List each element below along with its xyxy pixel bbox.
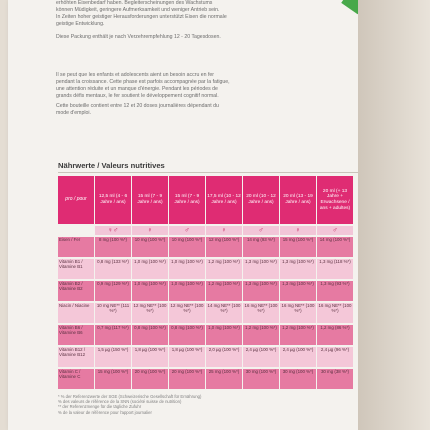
nutrient-value-cell: 0,8 mg (100 %*) bbox=[169, 325, 205, 345]
text-line: können Müdigkeit, geringere Aufmerksamkeit und weniger Antrieb sein. bbox=[56, 6, 220, 13]
nutrient-value-cell: 1,2 mg (86 %*) bbox=[317, 325, 353, 345]
nutrient-value-cell: 14 mg (100 %*) bbox=[317, 237, 353, 257]
nutrient-value-cell: 8 mg (100 %*) bbox=[95, 237, 131, 257]
nutrient-value-cell: 1,0 mg (100 %*) bbox=[132, 281, 168, 301]
divider bbox=[58, 172, 358, 173]
nutrient-value-cell: 1,0 mg (100 %*) bbox=[169, 281, 205, 301]
nutrient-value-cell: 15 mg (100 %*) bbox=[280, 237, 316, 257]
nutrient-value-cell: 16 mg NE** (100 %*) bbox=[243, 303, 279, 323]
nutrient-label-cell: Vitamin C / Vitamine C bbox=[58, 369, 94, 389]
nutrient-value-cell: 1,0 mg (100 %*) bbox=[169, 259, 205, 279]
text-line: erhöhten Eisenbedarf haben. Begleiterscheinungen des Wachstums bbox=[56, 0, 213, 6]
text-line: une attention réduite et un manque d'énergie. Pendant les périodes de bbox=[56, 85, 218, 92]
package-side-panel bbox=[358, 0, 430, 430]
footnote: % des valeurs de référence de la SNN (société suisse de nutrition) bbox=[58, 399, 182, 405]
nutrient-value-cell: 2,0 µg (100 %*) bbox=[206, 347, 242, 367]
table-row bbox=[58, 303, 354, 323]
table-row bbox=[58, 325, 354, 345]
nutrient-value-cell: 12 mg NE** (100 %*) bbox=[169, 303, 205, 323]
nutrient-value-cell: 1,3 mg (100 %*) bbox=[243, 259, 279, 279]
nutrition-table bbox=[58, 176, 354, 391]
german-description bbox=[56, 0, 356, 41]
nutrient-value-cell: 14 mg (93 %*) bbox=[243, 237, 279, 257]
footnotes bbox=[58, 394, 354, 415]
text-line: grands défis mentaux, le fer soutient le développement cognitif normal. bbox=[56, 92, 219, 99]
nutrient-value-cell: 15 mg (100 %*) bbox=[95, 369, 131, 389]
nutrient-value-cell: 1,5 µg (150 %*) bbox=[95, 347, 131, 367]
nutrient-value-cell: 30 mg (38 %*) bbox=[317, 369, 353, 389]
nutrient-value-cell: 0,8 mg (133 %*) bbox=[95, 259, 131, 279]
sex-symbol: ♂ bbox=[243, 226, 279, 235]
nutrient-value-cell: 1,3 mg (93 %*) bbox=[317, 281, 353, 301]
nutrient-label-cell: Vitamin B12 / Vitamine B12 bbox=[58, 347, 94, 367]
header-dose-cell: 15 ml (7 - 9 Jahre / ans) bbox=[132, 176, 168, 224]
nutrient-value-cell: 16 mg NE** (100 %*) bbox=[280, 303, 316, 323]
nutrient-label-cell: Vitamin B1 / Vitamine B1 bbox=[58, 259, 94, 279]
sex-symbol: ♀ bbox=[132, 226, 168, 235]
nutrient-label-cell: Eisen / Fer bbox=[58, 237, 94, 257]
footnote: ** der Referenzmenge für die tägliche Zufuhr bbox=[58, 404, 142, 410]
table-header bbox=[58, 176, 354, 224]
text-line: In Zeiten hoher geistiger Herausforderungen unterstützt Eisen die normale bbox=[56, 13, 227, 20]
nutrient-label-cell: Vitamin B2 / Vitamine B2 bbox=[58, 281, 94, 301]
nutrient-value-cell: 1,3 mg (118 %*) bbox=[317, 259, 353, 279]
text-line: pendant la croissance. Cette phase est parfois accompagnée par la fatigue, bbox=[56, 78, 230, 85]
header-dose-cell: 12,5 ml (4 - 6 Jahre / ans) bbox=[95, 176, 131, 224]
sex-symbol: ♀♂ bbox=[95, 226, 131, 235]
nutrient-value-cell: 20 mg (100 %*) bbox=[169, 369, 205, 389]
nutrient-value-cell: 20 mg (100 %*) bbox=[132, 369, 168, 389]
header-dose-cell: 20 ml (10 - 12 Jahre / ans) bbox=[243, 176, 279, 224]
nutrient-value-cell: 1,2 mg (100 %*) bbox=[243, 325, 279, 345]
header-dose-cell: 17,5 ml (10 - 12 Jahre / ans) bbox=[206, 176, 242, 224]
nutrient-value-cell: 30 mg (100 %*) bbox=[280, 369, 316, 389]
nutrient-value-cell: 1,2 mg (100 %*) bbox=[206, 281, 242, 301]
nutrient-value-cell: 14 mg NE** (100 %*) bbox=[206, 303, 242, 323]
nutrition-heading: Nährwerte / Valeurs nutritives bbox=[58, 161, 165, 170]
sex-symbol: ♀ bbox=[206, 226, 242, 235]
table-row bbox=[58, 281, 354, 301]
nutrient-value-cell: 30 mg (100 %*) bbox=[243, 369, 279, 389]
header-label-cell: pro / pour bbox=[58, 176, 94, 224]
header-dose-cell: 20 ml (+ 13 Jahre + Erwachsene / ans + adultes) bbox=[317, 176, 353, 224]
table-row bbox=[58, 237, 354, 257]
nutrient-value-cell: 0,9 mg (129 %*) bbox=[95, 281, 131, 301]
nutrient-value-cell: 10 mg (100 %*) bbox=[169, 237, 205, 257]
header-dose-cell: 20 ml (13 - 19 Jahre / ans) bbox=[280, 176, 316, 224]
table-row bbox=[58, 347, 354, 367]
nutrient-label-cell: Niacin / Niacine bbox=[58, 303, 94, 323]
sex-symbol-row bbox=[58, 226, 354, 235]
nutrient-value-cell: 16 mg NE** (100 %*) bbox=[317, 303, 353, 323]
nutrient-value-cell: 2,4 µg (100 %*) bbox=[243, 347, 279, 367]
nutrient-value-cell: 0,8 mg (100 %*) bbox=[132, 325, 168, 345]
text-line: Cette bouteille contient entre 12 et 20 doses journalières dépendant du bbox=[56, 102, 219, 109]
nutrient-value-cell: 1,3 mg (100 %*) bbox=[243, 281, 279, 301]
table-row bbox=[58, 259, 354, 279]
nutrient-label-cell: Vitamin B6 / Vitamine B6 bbox=[58, 325, 94, 345]
table-row bbox=[58, 369, 354, 389]
sex-symbol: ♂ bbox=[317, 226, 353, 235]
nutrient-value-cell: 12 mg NE** (100 %*) bbox=[132, 303, 168, 323]
nutrient-value-cell: 1,3 mg (100 %*) bbox=[280, 281, 316, 301]
nutrient-value-cell: 1,3 mg (100 %*) bbox=[280, 259, 316, 279]
nutrient-value-cell: 2,4 µg (100 %*) bbox=[280, 347, 316, 367]
footnote: % de la valeur de référence pour l'apport journalier bbox=[58, 409, 152, 415]
package-panel bbox=[8, 0, 358, 430]
sex-symbol: ♂ bbox=[169, 226, 205, 235]
header-dose-cell: 15 ml (7 - 9 Jahre / ans) bbox=[169, 176, 205, 224]
nutrient-value-cell: 1,2 mg (100 %*) bbox=[206, 259, 242, 279]
nutrient-value-cell: 1,8 µg (100 %*) bbox=[132, 347, 168, 367]
nutrient-value-cell: 1,8 µg (100 %*) bbox=[169, 347, 205, 367]
nutrient-value-cell: 10 mg NE** (111 %*) bbox=[95, 303, 131, 323]
text-line: Diese Packung enthält je nach Verzehrempfehlung 12 - 20 Tagesdosen. bbox=[56, 33, 221, 40]
nutrient-value-cell: 1,0 mg (100 %*) bbox=[206, 325, 242, 345]
nutrient-value-cell: 1,2 mg (100 %*) bbox=[280, 325, 316, 345]
text-line: mode d'emploi. bbox=[56, 109, 92, 116]
sex-symbol: ♀ bbox=[280, 226, 316, 235]
footnote: * % der Referenzwerte der SGE (Schweizerische Gesellschaft für Ernährung) bbox=[58, 394, 202, 399]
nutrient-value-cell: 25 mg (100 %*) bbox=[206, 369, 242, 389]
nutrient-value-cell: 10 mg (100 %*) bbox=[132, 237, 168, 257]
text-line: Il se peut que les enfants et adolescents aient un besoin accru en fer bbox=[56, 72, 215, 78]
nutrient-value-cell: 12 mg (100 %*) bbox=[206, 237, 242, 257]
nutrient-value-cell: 0,7 mg (117 %*) bbox=[95, 325, 131, 345]
nutrient-value-cell: 1,0 mg (100 %*) bbox=[132, 259, 168, 279]
french-description bbox=[56, 72, 356, 116]
nutrient-value-cell: 2,4 µg (96 %*) bbox=[317, 347, 353, 367]
text-line: geistige Entwicklung. bbox=[56, 20, 105, 27]
